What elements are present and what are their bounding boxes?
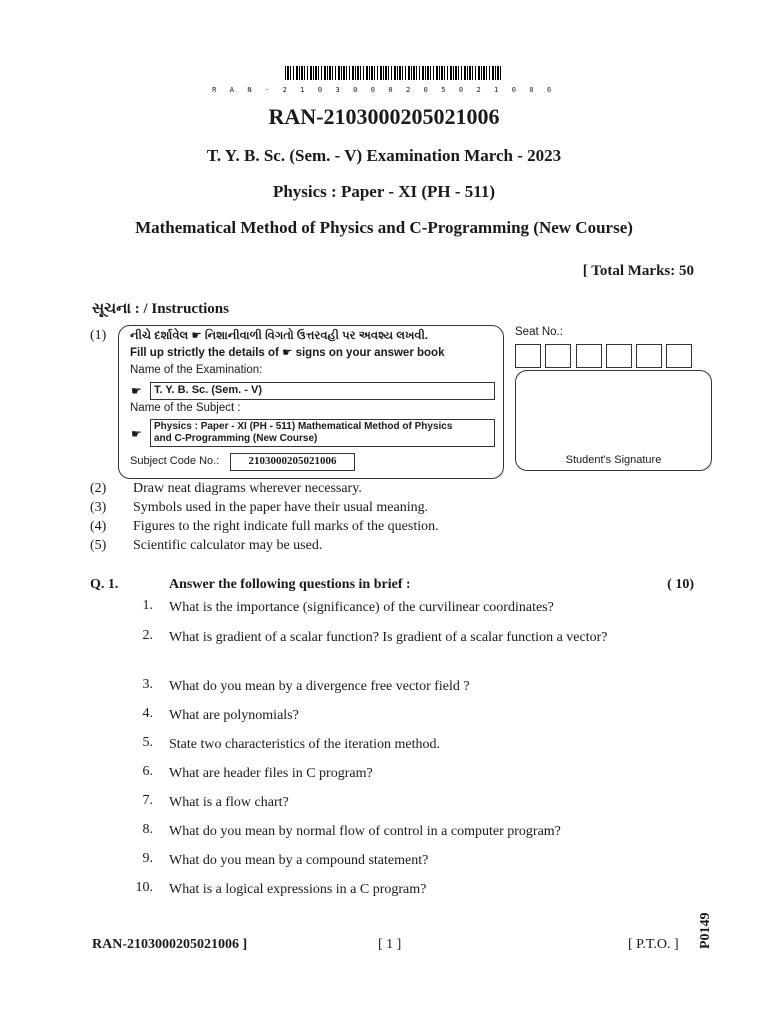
footer-paper-code: RAN-2103000205021006 ]	[92, 937, 248, 952]
exam-name-label: Name of the Examination:	[130, 364, 263, 376]
sub-question-text: What are header files in C program?	[169, 766, 373, 781]
paper-title: Physics : Paper - XI (PH - 511)	[272, 182, 496, 201]
sub-question-number: 10.	[135, 880, 153, 895]
instruction-text: Draw neat diagrams wherever necessary.	[133, 481, 362, 496]
sub-question-text: What do you mean by normal flow of control in a computer program?	[169, 824, 561, 839]
instruction-number: (4)	[90, 519, 107, 534]
sub-question-text: What is a logical expressions in a C program?	[169, 882, 427, 897]
exam-name-value: T. Y. B. Sc. (Sem. - V)	[150, 382, 495, 400]
sub-question-number: 1.	[142, 598, 153, 613]
seat-number-box	[606, 344, 632, 368]
seat-number-box	[545, 344, 571, 368]
question-label: Q. 1.	[90, 577, 119, 592]
pointing-hand-icon: ☛	[131, 384, 142, 398]
sub-question-number: 2.	[142, 628, 153, 643]
sub-question-number: 7.	[142, 793, 153, 808]
seat-number-box	[515, 344, 541, 368]
sub-question-text: What is the importance (significance) of the curvilinear coordinates?	[169, 600, 554, 615]
subject-name-value	[150, 419, 495, 447]
sub-question-text: State two characteristics of the iteration method.	[169, 737, 440, 752]
instruction-text: Scientific calculator may be used.	[133, 538, 323, 553]
sub-question-text: What do you mean by a compound statement?	[169, 853, 429, 868]
sub-question-number: 8.	[142, 822, 153, 837]
seat-number-box	[636, 344, 662, 368]
instruction-text: Symbols used in the paper have their usual meaning.	[133, 500, 429, 515]
sub-question-number: 5.	[142, 735, 153, 750]
sub-question-number: 9.	[142, 851, 153, 866]
barcode	[285, 66, 503, 80]
sub-question-text: What is a flow chart?	[169, 795, 289, 810]
course-title: Mathematical Method of Physics and C-Programming (New Course)	[135, 218, 633, 237]
side-print-code: P0149	[698, 912, 713, 949]
subject-name-line-1: Physics : Paper - XI (PH - 511) Mathematical Method of Physics	[154, 421, 453, 432]
instructions-title: સૂચના : / Instructions	[92, 301, 229, 317]
student-signature-label: Student's Signature	[565, 454, 662, 466]
seat-number-label: Seat No.:	[515, 326, 563, 338]
subject-code-label: Subject Code No.:	[130, 455, 220, 467]
question-heading: Answer the following questions in brief :	[169, 577, 411, 592]
footer-page-number: [ 1 ]	[378, 937, 402, 952]
footer-pto: [ P.T.O. ]	[628, 937, 679, 952]
subject-name-line-2: and C-Programming (New Course)	[154, 433, 318, 444]
question-marks: ( 10)	[667, 577, 694, 592]
subject-code-value: 2103000205021006	[230, 453, 355, 471]
gujarati-instruction: નીચે દર્શાવેલ ☛ નિશાનીવાળી વિગતો ઉત્તરવહી પર અવશ્ય લખવી.	[130, 330, 429, 342]
instruction-number: (3)	[90, 500, 107, 515]
instruction-text: Figures to the right indicate full marks of the question.	[133, 519, 439, 534]
sub-question-number: 6.	[142, 764, 153, 779]
exam-title: T. Y. B. Sc. (Sem. - V) Examination March - 2023	[206, 146, 562, 165]
sub-question-number: 4.	[142, 706, 153, 721]
subject-name-label: Name of the Subject :	[130, 402, 241, 414]
english-instruction: Fill up strictly the details of ☛ signs on your answer book	[130, 347, 445, 359]
instruction-number: (5)	[90, 538, 107, 553]
instruction-1-number: (1)	[90, 328, 107, 343]
instruction-number: (2)	[90, 481, 107, 496]
pointing-hand-icon: ☛	[131, 427, 142, 441]
sub-question-number: 3.	[142, 677, 153, 692]
sub-question-text: What are polynomials?	[169, 708, 299, 723]
sub-question-text: What is gradient of a scalar function? Is gradient of a scalar function a vector?	[169, 630, 608, 645]
paper-code-title: RAN-2103000205021006	[268, 104, 500, 129]
sub-question-text: What do you mean by a divergence free vector field ?	[169, 679, 470, 694]
seat-number-box	[576, 344, 602, 368]
total-marks: [ Total Marks: 50	[582, 263, 694, 279]
barcode-text: R A N - 2 1 0 3 0 0 0 2 0 5 0 2 1 0 0 6	[212, 86, 556, 94]
seat-number-box	[666, 344, 692, 368]
